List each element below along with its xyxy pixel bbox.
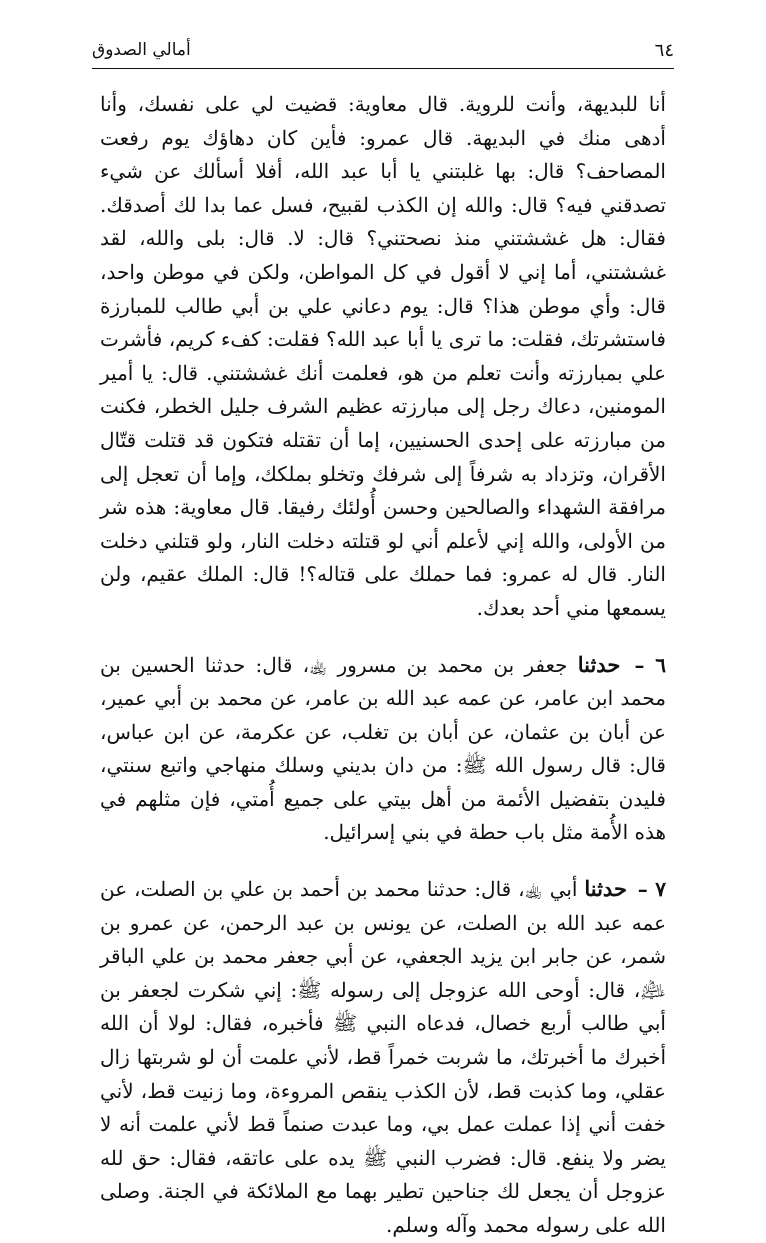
hadith-lead-word: حدثنا xyxy=(577,651,621,677)
paragraph-hadith-7 xyxy=(100,872,666,1243)
paragraph-text: أنا للبديهة، وأنت للروية. قال معاوية: قضيت لي على نفسك، وأنا أدهى منك في البديهة. قال عمرو: فأين كان دهاؤك يوم رفعت المصاحف؟ قال: بها غلبتني يا أبا عبد الله، أفلا أسألك عن شيء تصدقني فيه؟ قال: والله إن الكذب لقبيح، فسل عما بدا لك أصدقك. فقال: هل غششتني منذ نصحتني؟ قال: لا. قال: بلى والله، لقد غششتني، أما إني لا أقول في كل المواطن، ولكن في موطن واحد، قال: وأي موطن هذا؟ قال: يوم دعاني علي بن أبي طالب للمبارزة فاستشرتك، فقلت: ما ترى يا أبا عبد الله؟ فقلت: كفء كريم، فأشرت علي بمبارزته وأنت تعلم من هو، فعلمت أنك غششتني. قال: يا أمير المومنين، دعاك رجل إلى مبارزته عظيم الشرف جليل الخطر، فكنت من مبارزته على إحدى الحسنيين، إما أن تقتله فتكون قد قتلت قتّال الأقران، وتزداد به شرفاً إلى شرفك وتخلو بملكك، وإما أن تعجل إلى مرافقة الشهداء والصالحين وحسن أُولئك رفيقا. قال معاوية: هذه شر من الأولى، والله إني لأعلم أني لو قتلته دخلت النار، ولو قتلني دخلت النار. قال له عمرو: فما حملك على قتاله؟! قال: الملك عقيم، ولن يسمعها مني أحد بعدك. xyxy=(100,92,666,620)
page-number: ٦٤ xyxy=(654,40,674,61)
page-header xyxy=(92,38,674,69)
paragraph-dialogue xyxy=(100,88,666,626)
hadith-number: ٦ – xyxy=(634,652,667,677)
paragraph-text: جعفر بن محمد بن مسرور ﵀، قال: حدثنا الحسين بن محمد ابن عامر، عن عمه عبد الله بن عامر، عن محمد بن أبي عمير، عن أبان بن عثمان، عن أبان بن تغلب، عن عكرمة، عن ابن عباس، قال: قال رسول الله ﷺ: من دان بديني وسلك منهاجي واتبع سنتي، فليدن بتفضيل الأئمة من أهل بيتي على جميع أُمتي، فإن مثلهم في هذه الأُمة مثل باب حطة في بني إسرائيل. xyxy=(100,652,666,845)
body-text xyxy=(100,88,666,1243)
paragraph-hadith-6 xyxy=(100,648,666,851)
hadith-lead-word: حدثنا xyxy=(584,876,627,902)
running-title: أمالي الصدوق xyxy=(92,40,191,60)
hadith-number: ٧ – xyxy=(637,877,667,902)
paragraph-text: أبي ﵀، قال: حدثنا محمد بن أحمد بن علي بن الصلت، عن عمه عبد الله بن الصلت، عن يونس بن عبد الرحمن، عن عمرو بن شمر، عن جابر ابن يزيد الجعفي، عن أبي جعفر محمد بن علي الباقر ﵇، قال: أوحى الله عزوجل إلى رسوله ﷺ: إني شكرت لجعفر بن أبي طالب أربع خصال، فدعاه النبي ﷺ فأخبره، فقال: لولا أن الله أخبرك ما أخبرتك، ما شربت خمراً قط، لأني علمت أن لو شربتها زال عقلي، وما كذبت قط، لأن الكذب ينقص المروءة، وما زنيت قط، لأني خفت أني إذا عملت عمل بي، وما عبدت صنماً قط لأني علمت أنه لا يضر ولا ينفع. قال: فضرب النبي ﷺ يده على عاتقه، فقال: حق لله عزوجل أن يجعل لك جناحين تطير بهما مع الملائكة في الجنة. وصلى الله على رسوله محمد وآله وسلم. xyxy=(100,877,666,1237)
